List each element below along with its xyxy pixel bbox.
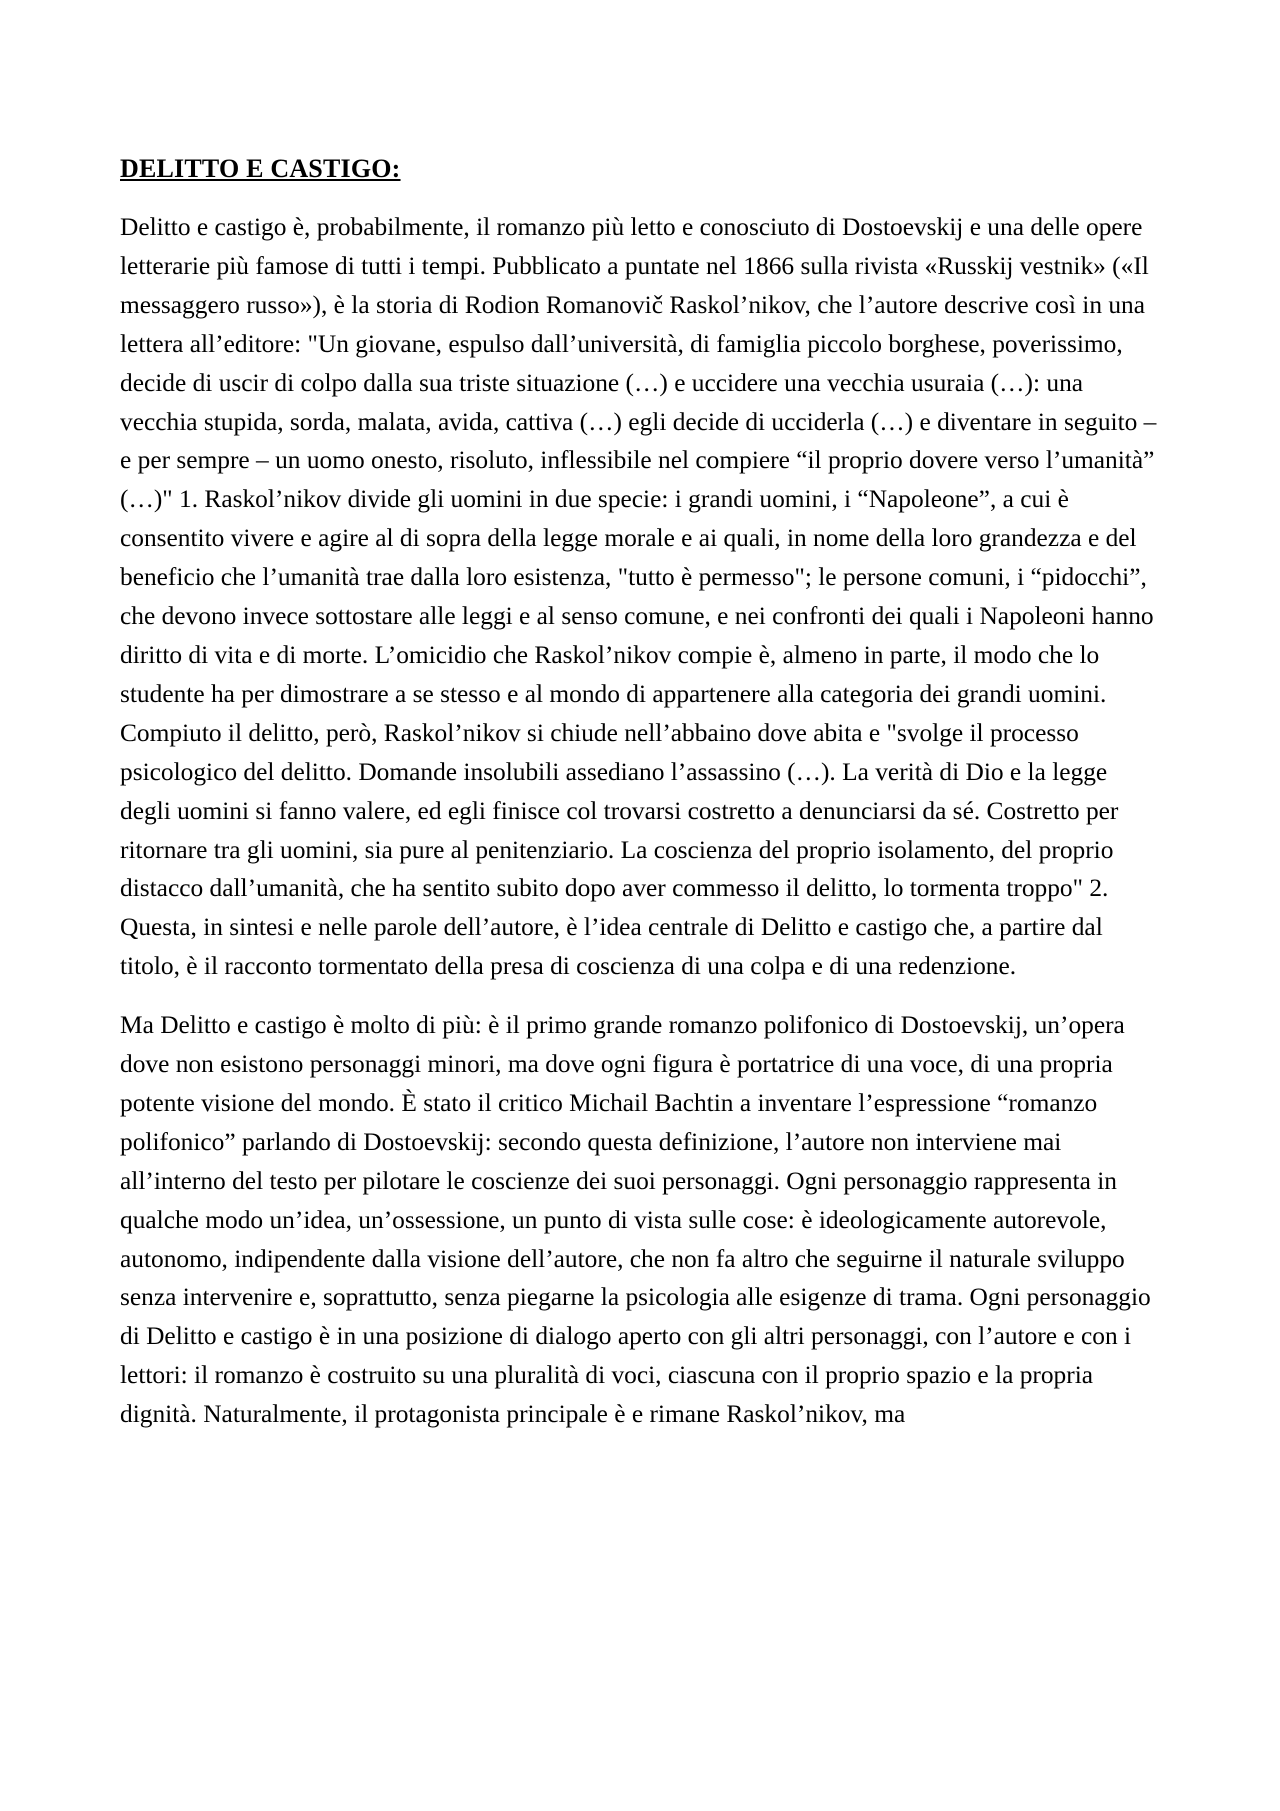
paragraph: Ma Delitto e castigo è molto di più: è il primo grande romanzo polifonico di Dostoevskij, un’opera dove non esistono personaggi minori, ma dove ogni figura è portatrice di una voce, di una propria potente visione del mondo. È stato il critico Michail Bachtin a inventare l’espressione “romanzo polifonico” parlando di Dostoevskij: secondo questa definizione, l’autore non interviene mai all’interno del testo per pilotare le coscienze dei suoi personaggi. Ogni personaggio rappresenta in qualche modo un’idea, un’ossessione, un punto di vista sulle cose: è ideologicamente autorevole, autonomo, indipendente dalla visione dell’autore, che non fa altro che seguirne il naturale sviluppo senza intervenire e, soprattutto, senza piegarne la psicologia alle esigenze di trama. Ogni personaggio di Delitto e castigo è in una posizione di dialogo aperto con gli altri personaggi, con l’autore e con i lettori: il romanzo è costruito su una pluralità di voci, ciascuna con il proprio spazio e la propria dignità. Naturalmente, il protagonista principale è e rimane Raskol’nikov, ma — [120, 1011, 1151, 1429]
document-title: DELITTO E CASTIGO: — [120, 154, 401, 183]
document-body — [120, 150, 1158, 1454]
paragraph: Delitto e castigo è, probabilmente, il romanzo più letto e conosciuto di Dostoevskij e una delle opere letterarie più famose di tutti i tempi. Pubblicato a puntate nel 1866 sulla rivista «Russkij vestnik» («Il messaggero russo»), è la storia di Rodion Romanovič Raskol’nikov, che l’autore descrive così in una lettera all’editore: "Un giovane, espulso dall’università, di famiglia piccolo borghese, poverissimo, decide di uscir di colpo dalla sua triste situazione (…) e uccidere una vecchia usuraia (…): una vecchia stupida, sorda, malata, avida, cattiva (…) egli decide di ucciderla (…) e diventare in seguito – e per sempre – un uomo onesto, risoluto, inflessibile nel compiere “il proprio dovere verso l’umanità” (…)" 1. Raskol’nikov divide gli uomini in due specie: i grandi uomini, i “Napoleone”, a cui è consentito vivere e agire al di sopra della legge morale e ai quali, in nome della loro grandezza e del beneficio che l’umanità trae dalla loro esistenza, "tutto è permesso"; le persone comuni, i “pidocchi”, che devono invece sottostare alle leggi e al senso comune, e nei confronti dei quali i Napoleoni hanno diritto di vita e di morte. L’omicidio che Raskol’nikov compie è, almeno in parte, il modo che lo studente ha per dimostrare a se stesso e al mondo di appartenere alla categoria dei grandi uomini. Compiuto il delitto, però, Raskol’nikov si chiude nell’abbaino dove abita e "svolge il processo psicologico del delitto. Domande insolubili assediano l’assassino (…). La verità di Dio e la legge degli uomini si fanno valere, ed egli finisce col trovarsi costretto a denunciarsi da sé. Costretto per ritornare tra gli uomini, sia pure al penitenziario. La coscienza del proprio isolamento, del proprio distacco dall’umanità, che ha sentito subito dopo aver commesso il delitto, lo tormenta troppo" 2. Questa, in sintesi e nelle parole dell’autore, è l’idea centrale di Delitto e castigo che, a partire dal titolo, è il racconto tormentato della presa di coscienza di una colpa e di una redenzione. — [120, 213, 1157, 981]
